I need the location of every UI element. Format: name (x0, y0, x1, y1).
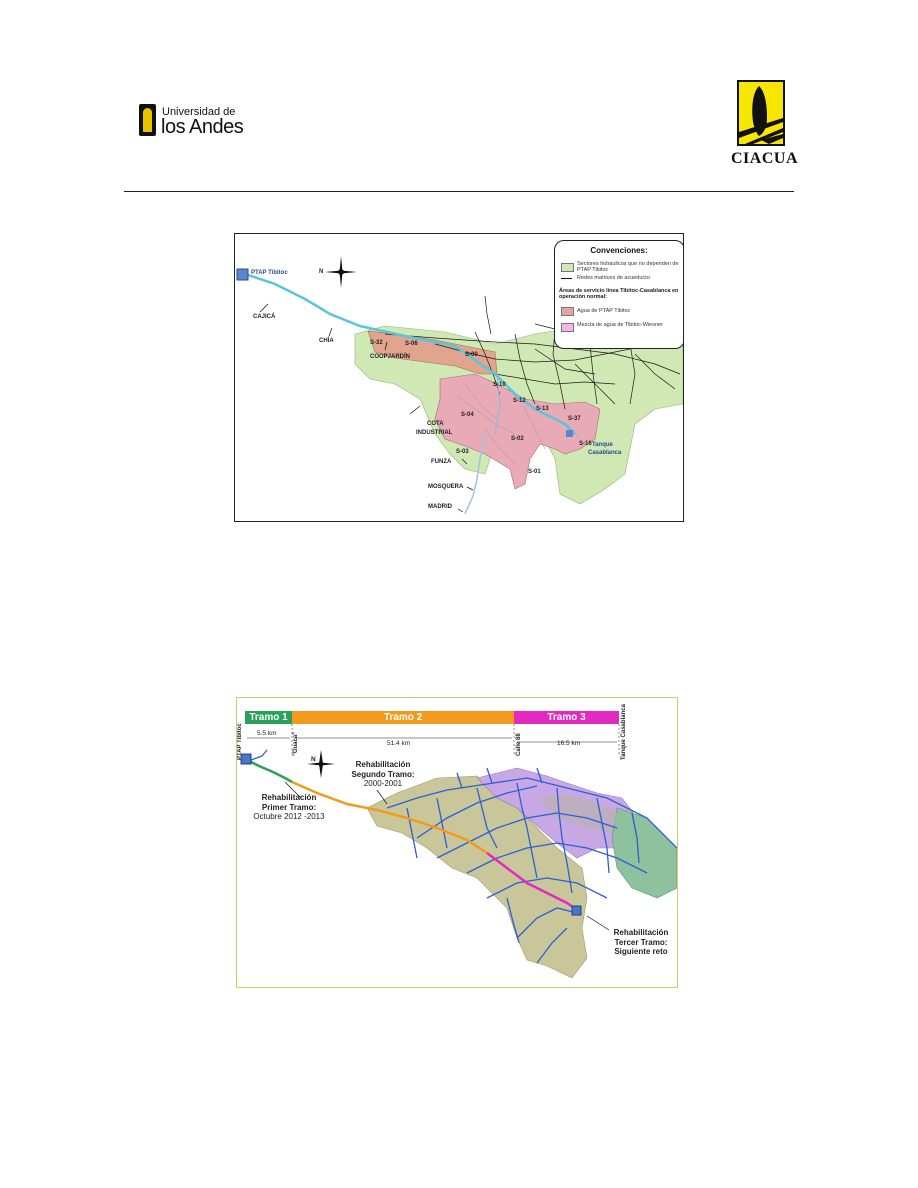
ciacua-logo-text: CIACUA (731, 150, 798, 167)
label-s06: S-06 (405, 341, 418, 347)
label-cajica: CAJICÁ (253, 314, 276, 320)
map-figure-2 (236, 697, 678, 988)
point-guaca: "Guaca" (293, 731, 299, 756)
label-cota: COTA (427, 421, 444, 427)
label-s37: S-37 (568, 416, 581, 422)
label-s10: S-10 (493, 382, 506, 388)
label-s12: S-12 (513, 398, 526, 404)
callout-1-line3: Octubre 2012 -2013 (253, 812, 325, 821)
label-s13: S-13 (536, 406, 549, 412)
compass-icon-2 (307, 750, 335, 778)
map-legend (554, 240, 684, 349)
label-mosquera: MOSQUERA (428, 484, 464, 490)
callout-segundo-tramo (333, 760, 433, 789)
point-ptap: PTAP Tibitoc (237, 723, 243, 760)
legend-title: Convenciones: (590, 246, 648, 255)
label-s04: S-04 (461, 412, 474, 418)
tanque-casablanca-marker-2 (572, 906, 581, 915)
label-madrid: MADRID (428, 504, 452, 510)
distance-tramo-1: 5.5 km (257, 730, 277, 737)
label-s01: S-01 (528, 469, 541, 475)
map-figure-1 (234, 233, 684, 522)
label-s02: S-02 (511, 436, 524, 442)
callout-3-line3: Siguiente reto (614, 947, 668, 956)
label-s00: S-00 (465, 352, 478, 358)
legend-item-pink: Mezcla de agua de Tibitoc-Wiesner (577, 322, 663, 328)
callout-2-line2: Segundo Tramo: (351, 769, 415, 779)
label-industrial: INDUSTRIAL (416, 430, 453, 436)
callout-1-line1: Rehabilitación (261, 793, 317, 802)
uniandes-logo-mark (139, 104, 156, 136)
callout-3-line1: Rehabilitación (613, 928, 669, 937)
legend-item-line: Redes matrices de acueducto (577, 275, 650, 281)
tramo-2-bar: Tramo 2 (292, 711, 514, 724)
label-casablanca: Casablanca (588, 450, 622, 456)
label-chia: CHÍA (319, 338, 334, 344)
compass-icon (325, 256, 357, 288)
point-calle-88: Calle 88 (516, 733, 522, 756)
point-tanque: Tanque Casablanca (621, 704, 627, 760)
legend-swatch-green (561, 263, 574, 272)
tramo-1-bar: Tramo 1 (245, 711, 292, 724)
uniandes-logo-line2: los Andes (161, 116, 244, 138)
distance-tramo-2: 51.4 km (387, 740, 411, 747)
legend-swatch-red (561, 307, 574, 316)
tramo-3-bar: Tramo 3 (514, 711, 619, 724)
callout-2-line3: 2000-2001 (363, 779, 403, 788)
distance-tramo-3: 16.5 km (557, 740, 581, 747)
label-coopjardin: COOPJARDÍN (370, 354, 411, 360)
label-ptap: PTAP Tibitoc (251, 270, 288, 276)
callout-primer-tramo (239, 793, 339, 822)
tanque-casablanca-marker (566, 430, 573, 437)
label-s32: S-32 (370, 340, 383, 346)
uniandes-logo-line1: Universidad de (162, 106, 236, 118)
legend-swatch-line (561, 278, 572, 279)
callout-tercer-tramo (603, 928, 678, 957)
legend-swatch-pink (561, 323, 574, 332)
label-funza: FUNZA (431, 459, 452, 465)
cypress-tree-icon (739, 82, 783, 144)
legend-item-green: Sectores hidráulicos que no dependen de PTAP Tibitoc (577, 261, 679, 273)
header-divider (124, 191, 794, 192)
legend-item-red: Agua de PTAP Tibitoc (577, 308, 631, 314)
label-north: N (319, 269, 324, 275)
label-s16: S-16 (579, 441, 592, 447)
ciacua-logo (737, 80, 785, 146)
service-region-green (612, 808, 677, 898)
tramo-1-line (251, 762, 292, 782)
label-s03: S-03 (456, 449, 469, 455)
callout-2-line1: Rehabilitación (355, 760, 411, 769)
callout-3-line2: Tercer Tramo: (614, 937, 668, 947)
label-tanque: Tanque (592, 442, 613, 448)
callout-1-line2: Primer Tramo: (261, 802, 317, 812)
label-north-2: N (311, 756, 316, 763)
legend-subtitle: Áreas de servicio línea Tibitoc-Casablanca en operación normal: (559, 288, 679, 300)
ptap-tibitoc-marker (237, 269, 248, 280)
